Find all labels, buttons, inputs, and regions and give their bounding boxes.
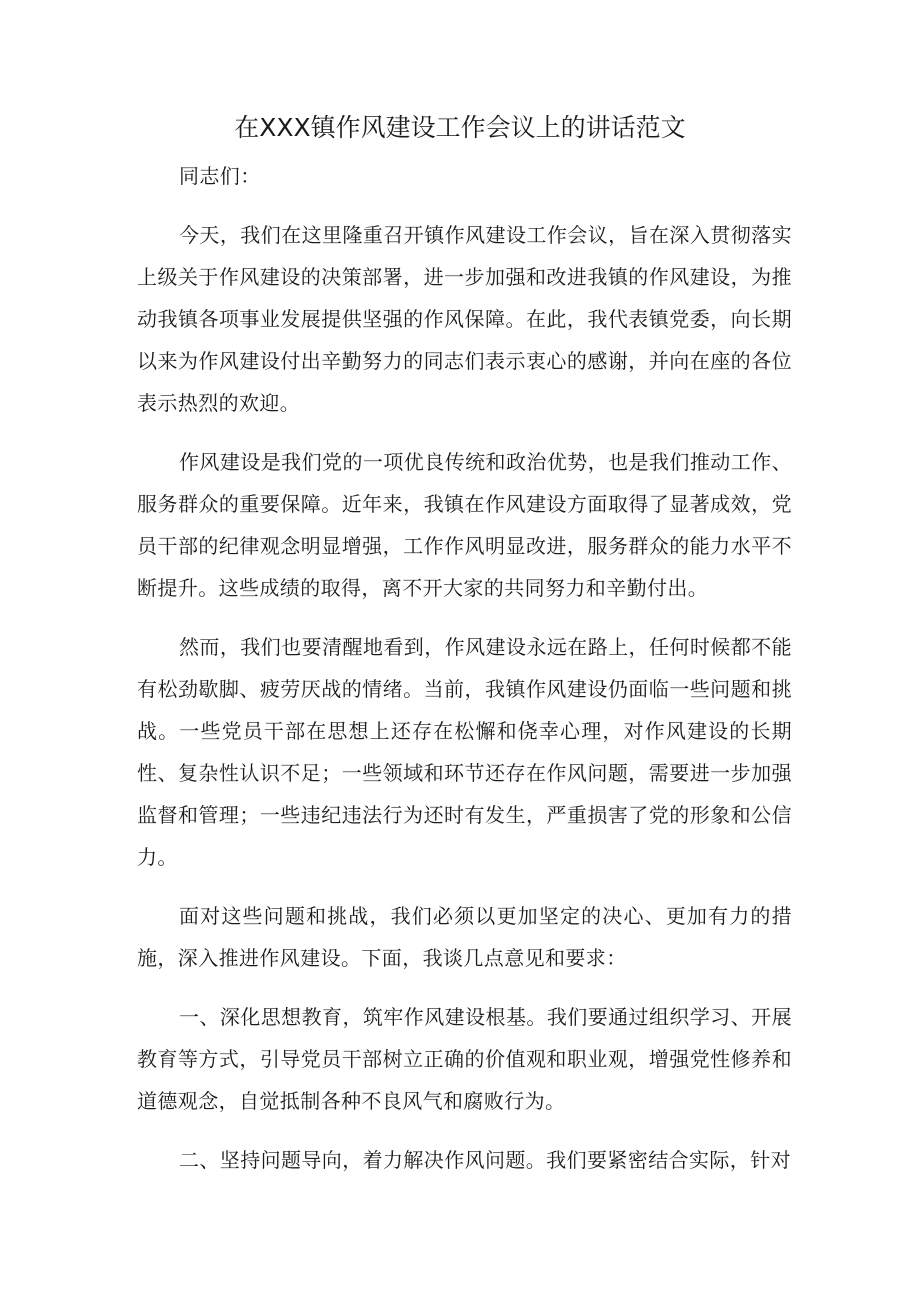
paragraph-opening: 今天，我们在这里隆重召开镇作风建设工作会议，旨在深入贯彻落实上级关于作风建设的决策部署，进一步加强和改进我镇的作风建设，为推动我镇各项事业发展提供坚强的作风保障。在此，我代表镇党委，向长期以来为作风建设付出辛勤努力的同志们表示衷心的感谢，并向在座的各位表示热烈的欢迎。 xyxy=(137,223,792,415)
paragraph-challenges: 然而，我们也要清醒地看到，作风建设永远在路上，任何时候都不能有松劲歇脚、疲劳厌战的情绪。当前，我镇作风建设仍面临一些问题和挑战。一些党员干部在思想上还存在松懈和侥幸心理，对作风建设的长期性、复杂性认识不足；一些领域和环节还存在作风问题，需要进一步加强监督和管理；一些违纪违法行为还时有发生，严重损害了党的形象和公信力。 xyxy=(137,635,792,869)
paragraph-requirements-intro: 面对这些问题和挑战，我们必须以更加坚定的决心、更加有力的措施，深入推进作风建设。下面，我谈几点意见和要求： xyxy=(137,904,792,970)
document-body xyxy=(137,155,792,1181)
document-title: 在XXX镇作风建设工作会议上的讲话范文 xyxy=(234,113,686,142)
salutation: 同志们： xyxy=(179,164,261,188)
paragraph-point-two: 二、坚持问题导向，着力解决作风问题。我们要紧密结合实际，针对 xyxy=(179,1148,791,1172)
paragraph-point-one: 一、深化思想教育，筑牢作风建设根基。我们要通过组织学习、开展教育等方式，引导党员干部树立正确的价值观和职业观，增强党性修养和道德观念，自觉抵制各种不良风气和腐败行为。 xyxy=(137,1005,792,1113)
paragraph-tradition: 作风建设是我们党的一项优良传统和政治优势，也是我们推动工作、服务群众的重要保障。近年来，我镇在作风建设方面取得了显著成效，党员干部的纪律观念明显增强，工作作风明显改进，服务群众的能力水平不断提升。这些成绩的取得，离不开大家的共同努力和辛勤付出。 xyxy=(137,450,792,600)
